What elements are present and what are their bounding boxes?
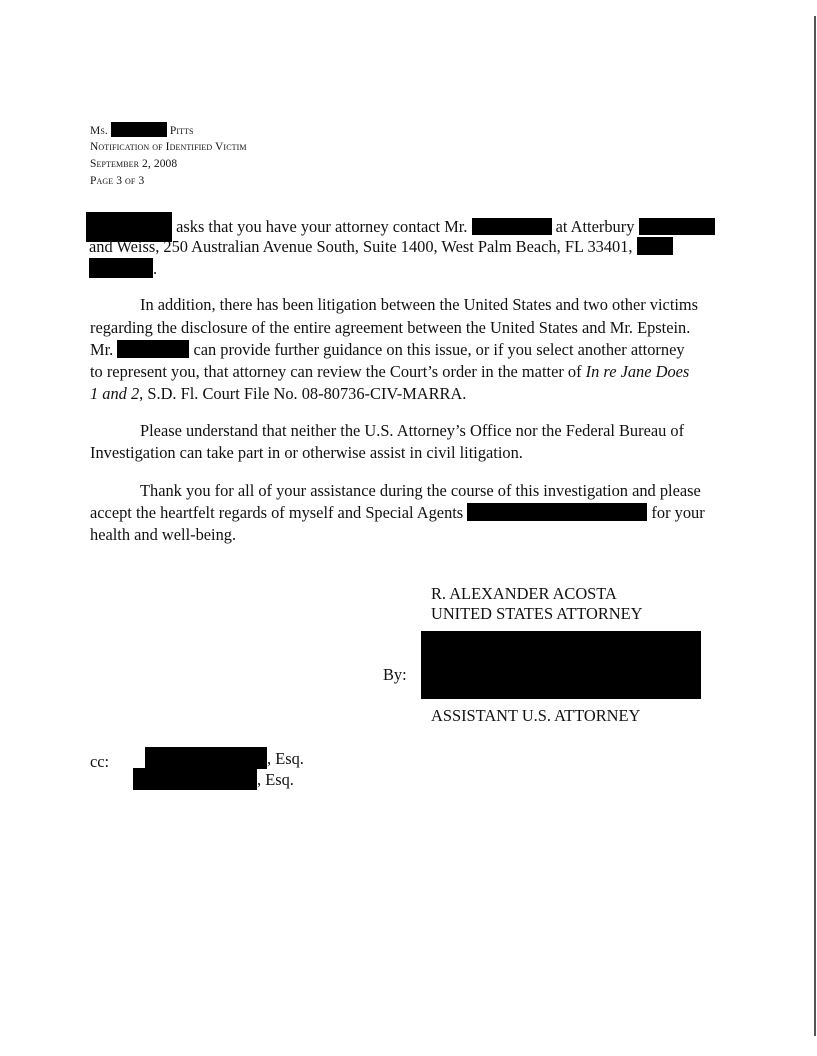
text-span: for your	[651, 503, 705, 522]
redaction-block	[145, 747, 267, 769]
case-name-italic: In re Jane Does	[585, 362, 690, 381]
salutation-prefix: Ms.	[90, 125, 108, 137]
paragraph-3-line-1: Please understand that neither the U.S. Attorney’s Office nor the Federal Bureau of	[140, 421, 685, 440]
redaction-block	[133, 768, 257, 790]
paragraph-2-line-1: In addition, there has been litigation between the United States and two other victims	[140, 295, 699, 314]
case-name-italic: 1 and 2	[90, 384, 140, 403]
redaction-block	[89, 258, 153, 278]
text-span: accept the heartfelt regards of myself and Special Agents	[90, 503, 464, 522]
redaction-block	[111, 122, 167, 137]
signature-name: R. ALEXANDER ACOSTA	[431, 584, 617, 603]
paragraph-2-line-4	[90, 362, 689, 382]
paragraph-1-line-2	[89, 237, 673, 257]
signature-role: ASSISTANT U.S. ATTORNEY	[431, 706, 641, 725]
cc-entry-2	[133, 768, 294, 790]
signature-redaction	[421, 631, 701, 699]
by-label: By:	[383, 665, 407, 684]
text-span: , Esq.	[267, 749, 304, 768]
header-date: September 2, 2008	[90, 158, 178, 170]
redaction-block	[639, 218, 715, 235]
paragraph-4-line-2	[90, 503, 705, 523]
salutation-surname: Pitts	[169, 125, 194, 137]
paragraph-4-line-1: Thank you for all of your assistance during the course of this investigation and please	[140, 481, 701, 500]
text-span: asks that you have your attorney contact Mr.	[176, 217, 468, 236]
header-page-number: Page 3 of 3	[90, 175, 145, 187]
cc-entry-1	[145, 747, 304, 769]
redaction-block	[637, 237, 673, 255]
redaction-block	[117, 340, 189, 358]
paragraph-3-line-2: Investigation can take part in or otherwise assist in civil litigation.	[90, 443, 523, 462]
redaction-block	[472, 218, 552, 235]
text-span: to represent you, that attorney can review the Court’s order in the matter of	[90, 362, 582, 381]
text-span: Mr.	[90, 340, 114, 359]
text-span: can provide further guidance on this issue, or if you select another attorney	[193, 340, 685, 359]
text-span: , S.D. Fl. Court File No. 08-80736-CIV-MARRA.	[139, 384, 467, 403]
paragraph-2-line-3	[90, 340, 685, 360]
paragraph-4-line-3: health and well-being.	[90, 525, 237, 544]
text-span: at Atterbury	[555, 217, 635, 236]
signature-office: UNITED STATES ATTORNEY	[431, 604, 643, 623]
text-span: .	[153, 259, 158, 278]
text-span: and Weiss, 250 Australian Avenue South, Suite 1400, West Palm Beach, FL 33401,	[89, 237, 633, 256]
scan-edge-line	[814, 16, 816, 1036]
header-subject: Notification of Identified Victim	[90, 141, 247, 153]
paragraph-2-line-5	[90, 384, 466, 404]
paragraph-2-line-2: regarding the disclosure of the entire agreement between the United States and Mr. Epstein.	[90, 318, 691, 337]
text-span: , Esq.	[257, 770, 294, 789]
header-salutation	[90, 122, 194, 140]
paragraph-1-line-3	[89, 258, 157, 279]
cc-label: cc:	[90, 752, 110, 771]
redaction-block	[467, 503, 647, 521]
